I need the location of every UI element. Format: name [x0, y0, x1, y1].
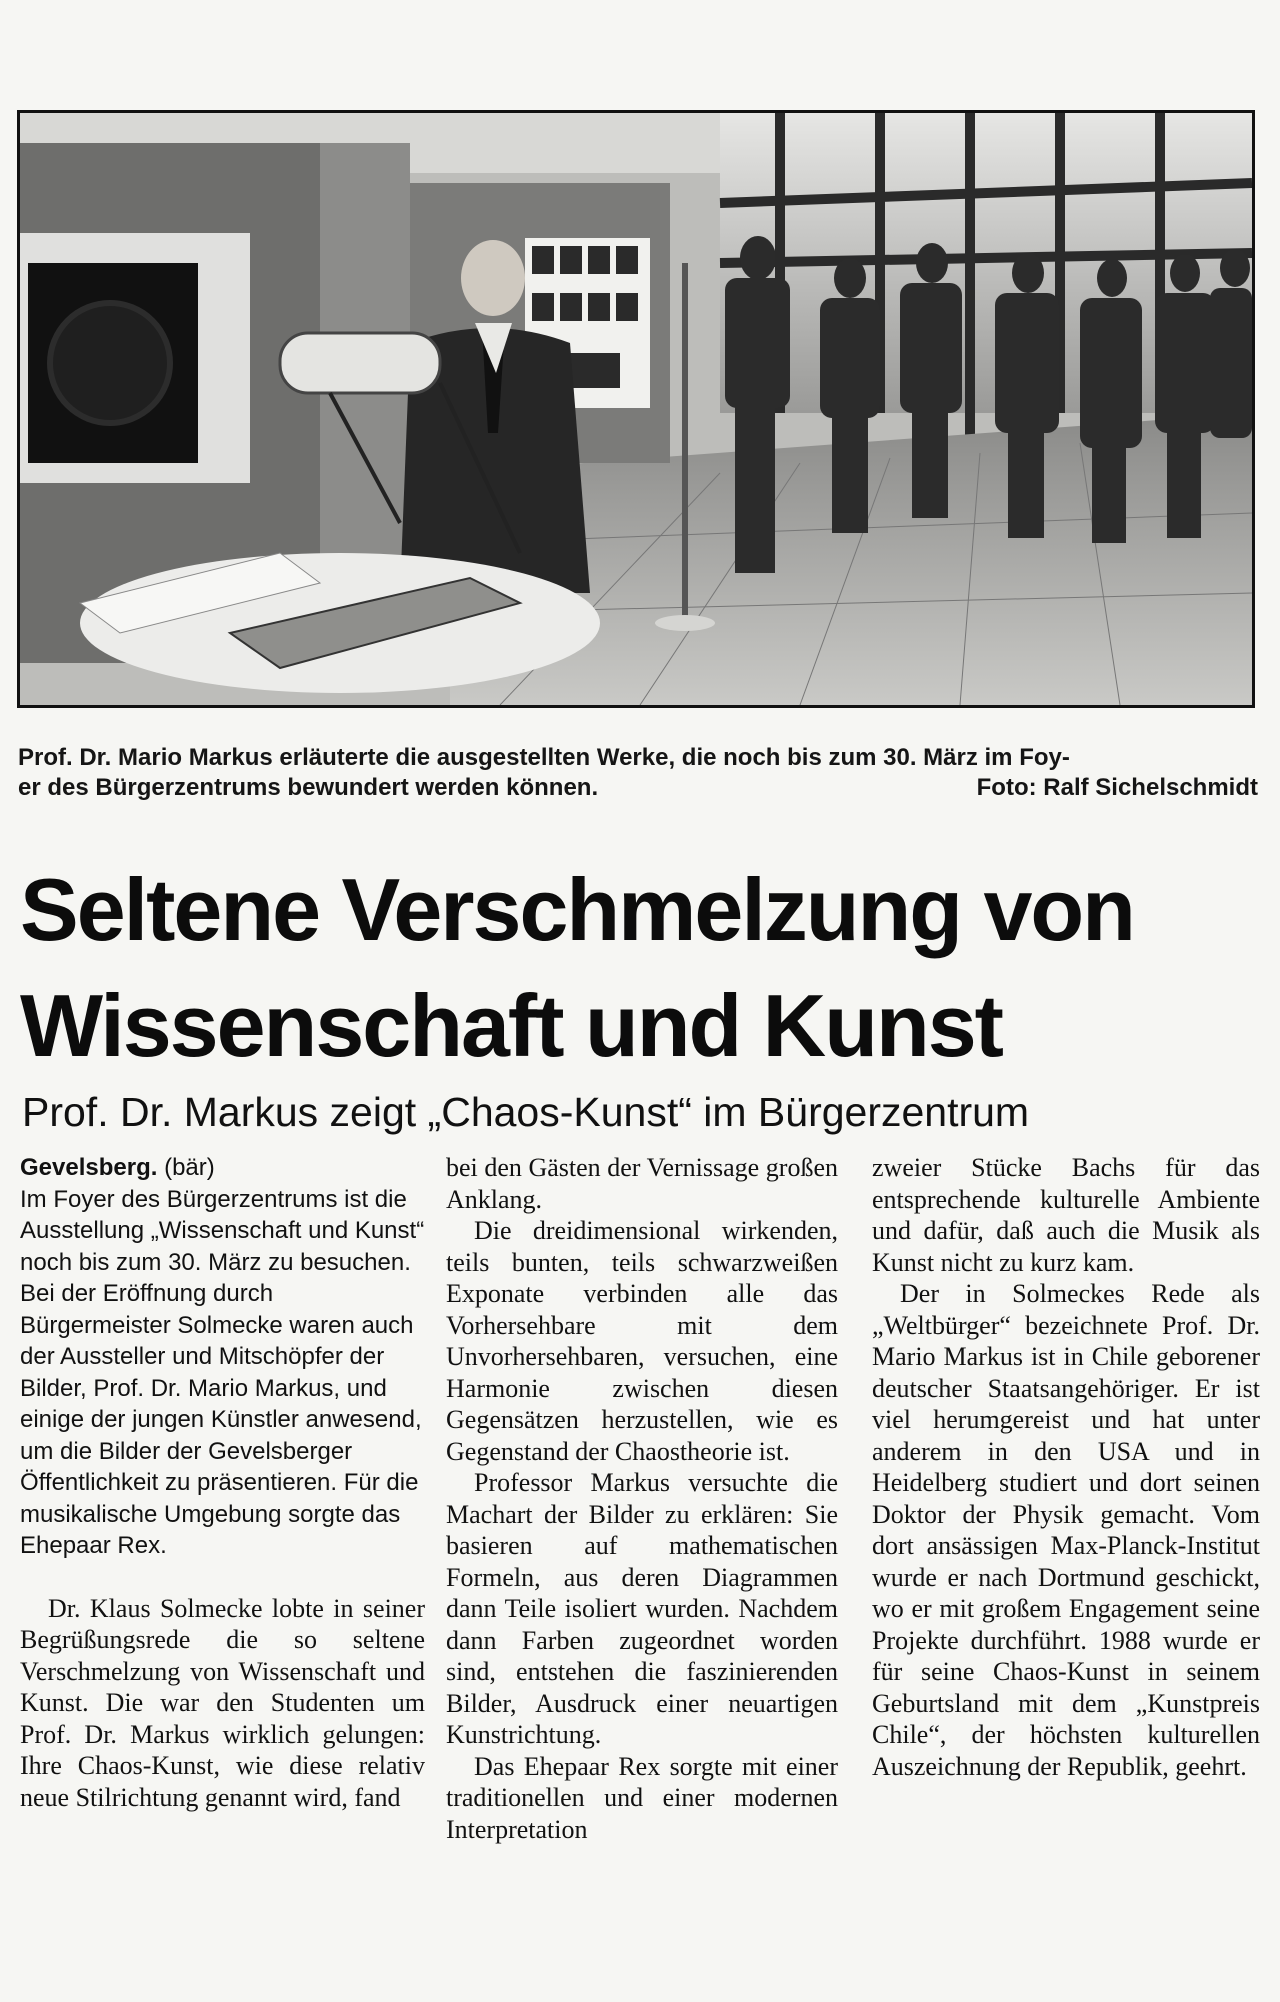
article-column-2 [446, 1152, 838, 1845]
exhibition-photo [17, 110, 1255, 708]
dateline: Gevelsberg. [20, 1154, 158, 1181]
photo-illustration [20, 113, 1252, 705]
photo-caption [18, 743, 1258, 803]
headline [20, 852, 1260, 1084]
author-tag: (bär) [157, 1154, 215, 1181]
article-lead [20, 1152, 425, 1562]
paragraph: Die dreidimensional wirkenden, teils bunten, teils schwarzweißen Exponate verbinden alle das Vorhersehbare mit dem Unvorhersehbaren, versuchen, eine Harmonie zwischen diesen Gegensätzen herzustellen, wie es Gegenstand der Chaostheorie ist. [446, 1216, 838, 1466]
paragraph: Im Foyer des Bürgerzentrums ist die Ausstellung „Wissenschaft und Kunst“ noch bis zum 30. März zu besuchen. Bei der Eröffnung durch Bürgermeister Solmecke waren auch der Aussteller und Mitschöpfer der Bilder, Prof. Dr. Mario Markus, und einige der jungen Künstler anwesend, um die Bilder der Gevelsberger Öffentlichkeit zu präsentieren. Für die musikalische Umgebung sorgte das Ehepaar Rex. [20, 1185, 425, 1559]
paragraph: Das Ehepaar Rex sorgte mit einer traditionellen und einer modernen Interpretation [446, 1751, 838, 1844]
photo-credit: Foto: Ralf Sichelschmidt [976, 774, 1258, 801]
headline-line-1: Seltene Verschmelzung von [20, 860, 1134, 959]
paragraph: Dr. Klaus Solmecke lobte in seiner Begrüßungsrede die so seltene Verschmelzung von Wissenschaft und Kunst. Die war den Studenten um Prof. Dr. Markus wirklich gelungen: Ihre Chaos-Kunst, wie diese relativ neue Stilrichtung genannt wird, fand [20, 1593, 425, 1812]
paragraph: Der in Solmeckes Rede als „Weltbürger“ bezeichnete Prof. Dr. Mario Markus ist in Chile geborener deutscher Staatsangehöriger. Er ist viel herumgereist und hat unter anderem in den USA und in Heidelberg studiert und dort seinen Doktor der Physik gemacht. Vom dort ansässigen Max-Planck-Institut wurde er nach Dortmund geschickt, wo er mit großem Engagement seine Projekte durchführt. 1988 wurde er für seine Chaos-Kunst in seinem Geburtsland mit dem „Kunstpreis Chile“, der höchsten kulturellen Auszeichnung der Republik, geehrt. [872, 1279, 1260, 1781]
article-column-1 [20, 1152, 425, 1813]
caption-line-2: er des Bürgerzentrums bewundert werden können. [18, 774, 599, 801]
headline-line-2: Wissenschaft und Kunst [20, 976, 1002, 1075]
subheadline: Prof. Dr. Markus zeigt „Chaos-Kunst“ im Bürgerzentrum [22, 1089, 1030, 1135]
paragraph: zweier Stücke Bachs für das entsprechende kulturelle Ambiente und dafür, daß auch die Musik als Kunst nicht zu kurz kam. [872, 1153, 1260, 1277]
caption-line-1: Prof. Dr. Mario Markus erläuterte die ausgestellten Werke, die noch bis zum 30. März im Foy- [18, 744, 1070, 771]
article-column-3 [872, 1152, 1260, 1782]
paragraph: Professor Markus versuchte die Machart der Bilder zu erklären: Sie basieren auf mathematischen Formeln, aus deren Diagrammen dann Teile isoliert wurden. Nachdem dann Farben zugeordnet worden sind, entstehen die faszinierenden Bilder, Ausdruck einer neuartigen Kunstrichtung. [446, 1468, 838, 1749]
paragraph: bei den Gästen der Vernissage großen Anklang. [446, 1153, 838, 1214]
